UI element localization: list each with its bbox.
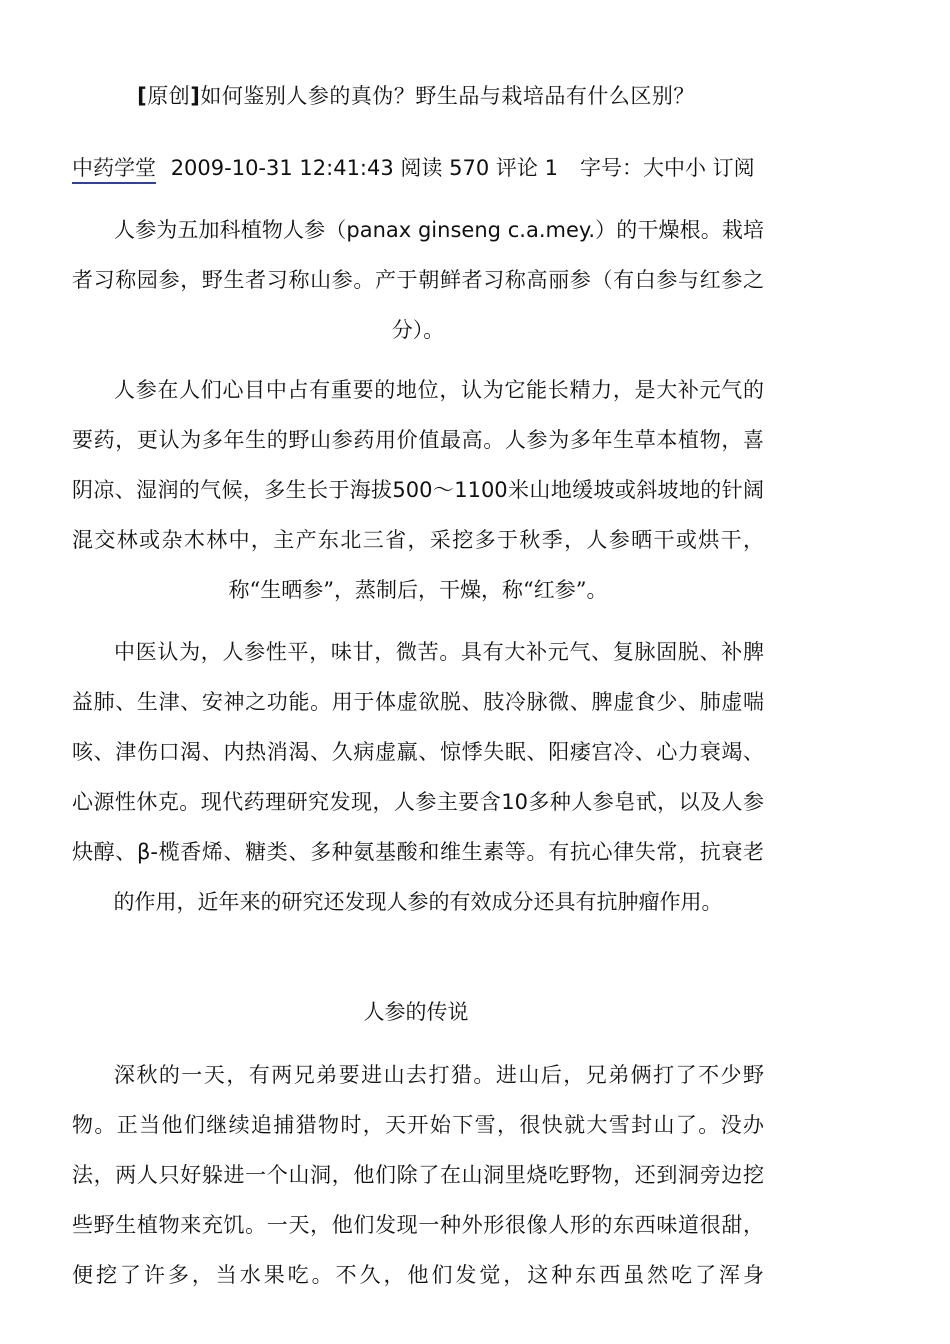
latin-name: panax ginseng c.a.mey. <box>346 218 596 242</box>
post-datetime: 2009-10-31 12:41:43 <box>170 156 394 180</box>
font-size-large-button[interactable]: 大 <box>642 156 664 180</box>
comment-label: 评论 <box>495 156 538 180</box>
paragraph-tcm <box>72 627 764 927</box>
tcm-text-c: 榄香烯、糖类、多种氨基酸和维生素等。有抗心律失常，抗衰老的作用，近年来的研究还发现人参的有效成分还具有抗肿瘤作用。 <box>113 840 764 914</box>
title-tag: 原创 <box>147 84 191 108</box>
read-count: 570 <box>449 156 490 180</box>
paragraph-legend: 深秋的一天，有两兄弟要进山去打猎。进山后，兄弟俩打了不少野物。正当他们继续追捕猎物时，天开始下雪，很快就大雪封山了。没办法，两人只好躲进一个山洞，他们除了在山洞里烧吃野物，还到洞旁边挖些野生植物来充饥。一天，他们发现一种外形很像人形的东西味道很甜，便挖了许多，当水果吃。不久，他们发觉，这种东西虽然吃了浑身 <box>72 1063 764 1287</box>
font-size-small-button[interactable]: 小 <box>684 156 706 180</box>
beta-prefix: β- <box>136 840 158 864</box>
habitat-text-b: 米山地缓坡或斜坡地的针阔混交林或杂木林中，主产东北三省，采挖多于秋季，人参晒干或烘干，称“生晒参”，蒸制后，干燥，称“红参”。 <box>72 478 765 602</box>
read-label: 阅读 <box>400 156 443 180</box>
article-meta <box>72 152 755 182</box>
intro-text-a: 人参为五加科植物人参（ <box>114 218 347 242</box>
section-heading: 人参的传说 <box>363 1000 469 1024</box>
title-bracket-close: ] <box>190 84 201 108</box>
saponin-count: 10 <box>501 790 528 814</box>
font-size-label: 字号： <box>579 156 643 180</box>
paragraph-intro <box>72 205 764 355</box>
subscribe-link[interactable]: 订阅 <box>712 156 755 180</box>
author-link[interactable]: 中药学堂 <box>72 156 156 184</box>
font-size-medium-button[interactable]: 中 <box>663 156 685 180</box>
comment-count[interactable]: 1 <box>544 156 558 180</box>
title-text: 如何鉴别人参的真伪？野生品与栽培品有什么区别？ <box>200 84 695 108</box>
intro-text-b: ）的干燥根。栽培者习称园参，野生者习称山参。产于朝鲜者习称高丽参（有白参与红参之分）。 <box>72 218 765 342</box>
article-title <box>0 80 832 110</box>
altitude-range: 500～1100 <box>392 478 508 502</box>
paragraph-habitat <box>72 365 764 615</box>
tcm-text-a: 中医认为，人参性平，味甘，微苦。具有大补元气、复脉固脱、补脾益肺、生津、安神之功能。用于体虚欲脱、肢冷脉微、脾虚食少、肺虚喘咳、津伤口渴、内热消渴、久病虚羸、惊悸失眠、阳痿宫冷、心力衰竭、心源性休克。现代药理研究发现，人参主要含 <box>72 640 764 814</box>
title-bracket-open: [ <box>137 84 148 108</box>
tcm-text-b: 多种人参皂甙，以及人参炔醇、 <box>72 790 764 864</box>
habitat-text-a: 人参在人们心目中占有重要的地位，认为它能长精力，是大补元气的要药，更认为多年生的野山参药用价值最高。人参为多年生草本植物，喜阴凉、湿润的气候，多生长于海拔 <box>72 378 764 502</box>
